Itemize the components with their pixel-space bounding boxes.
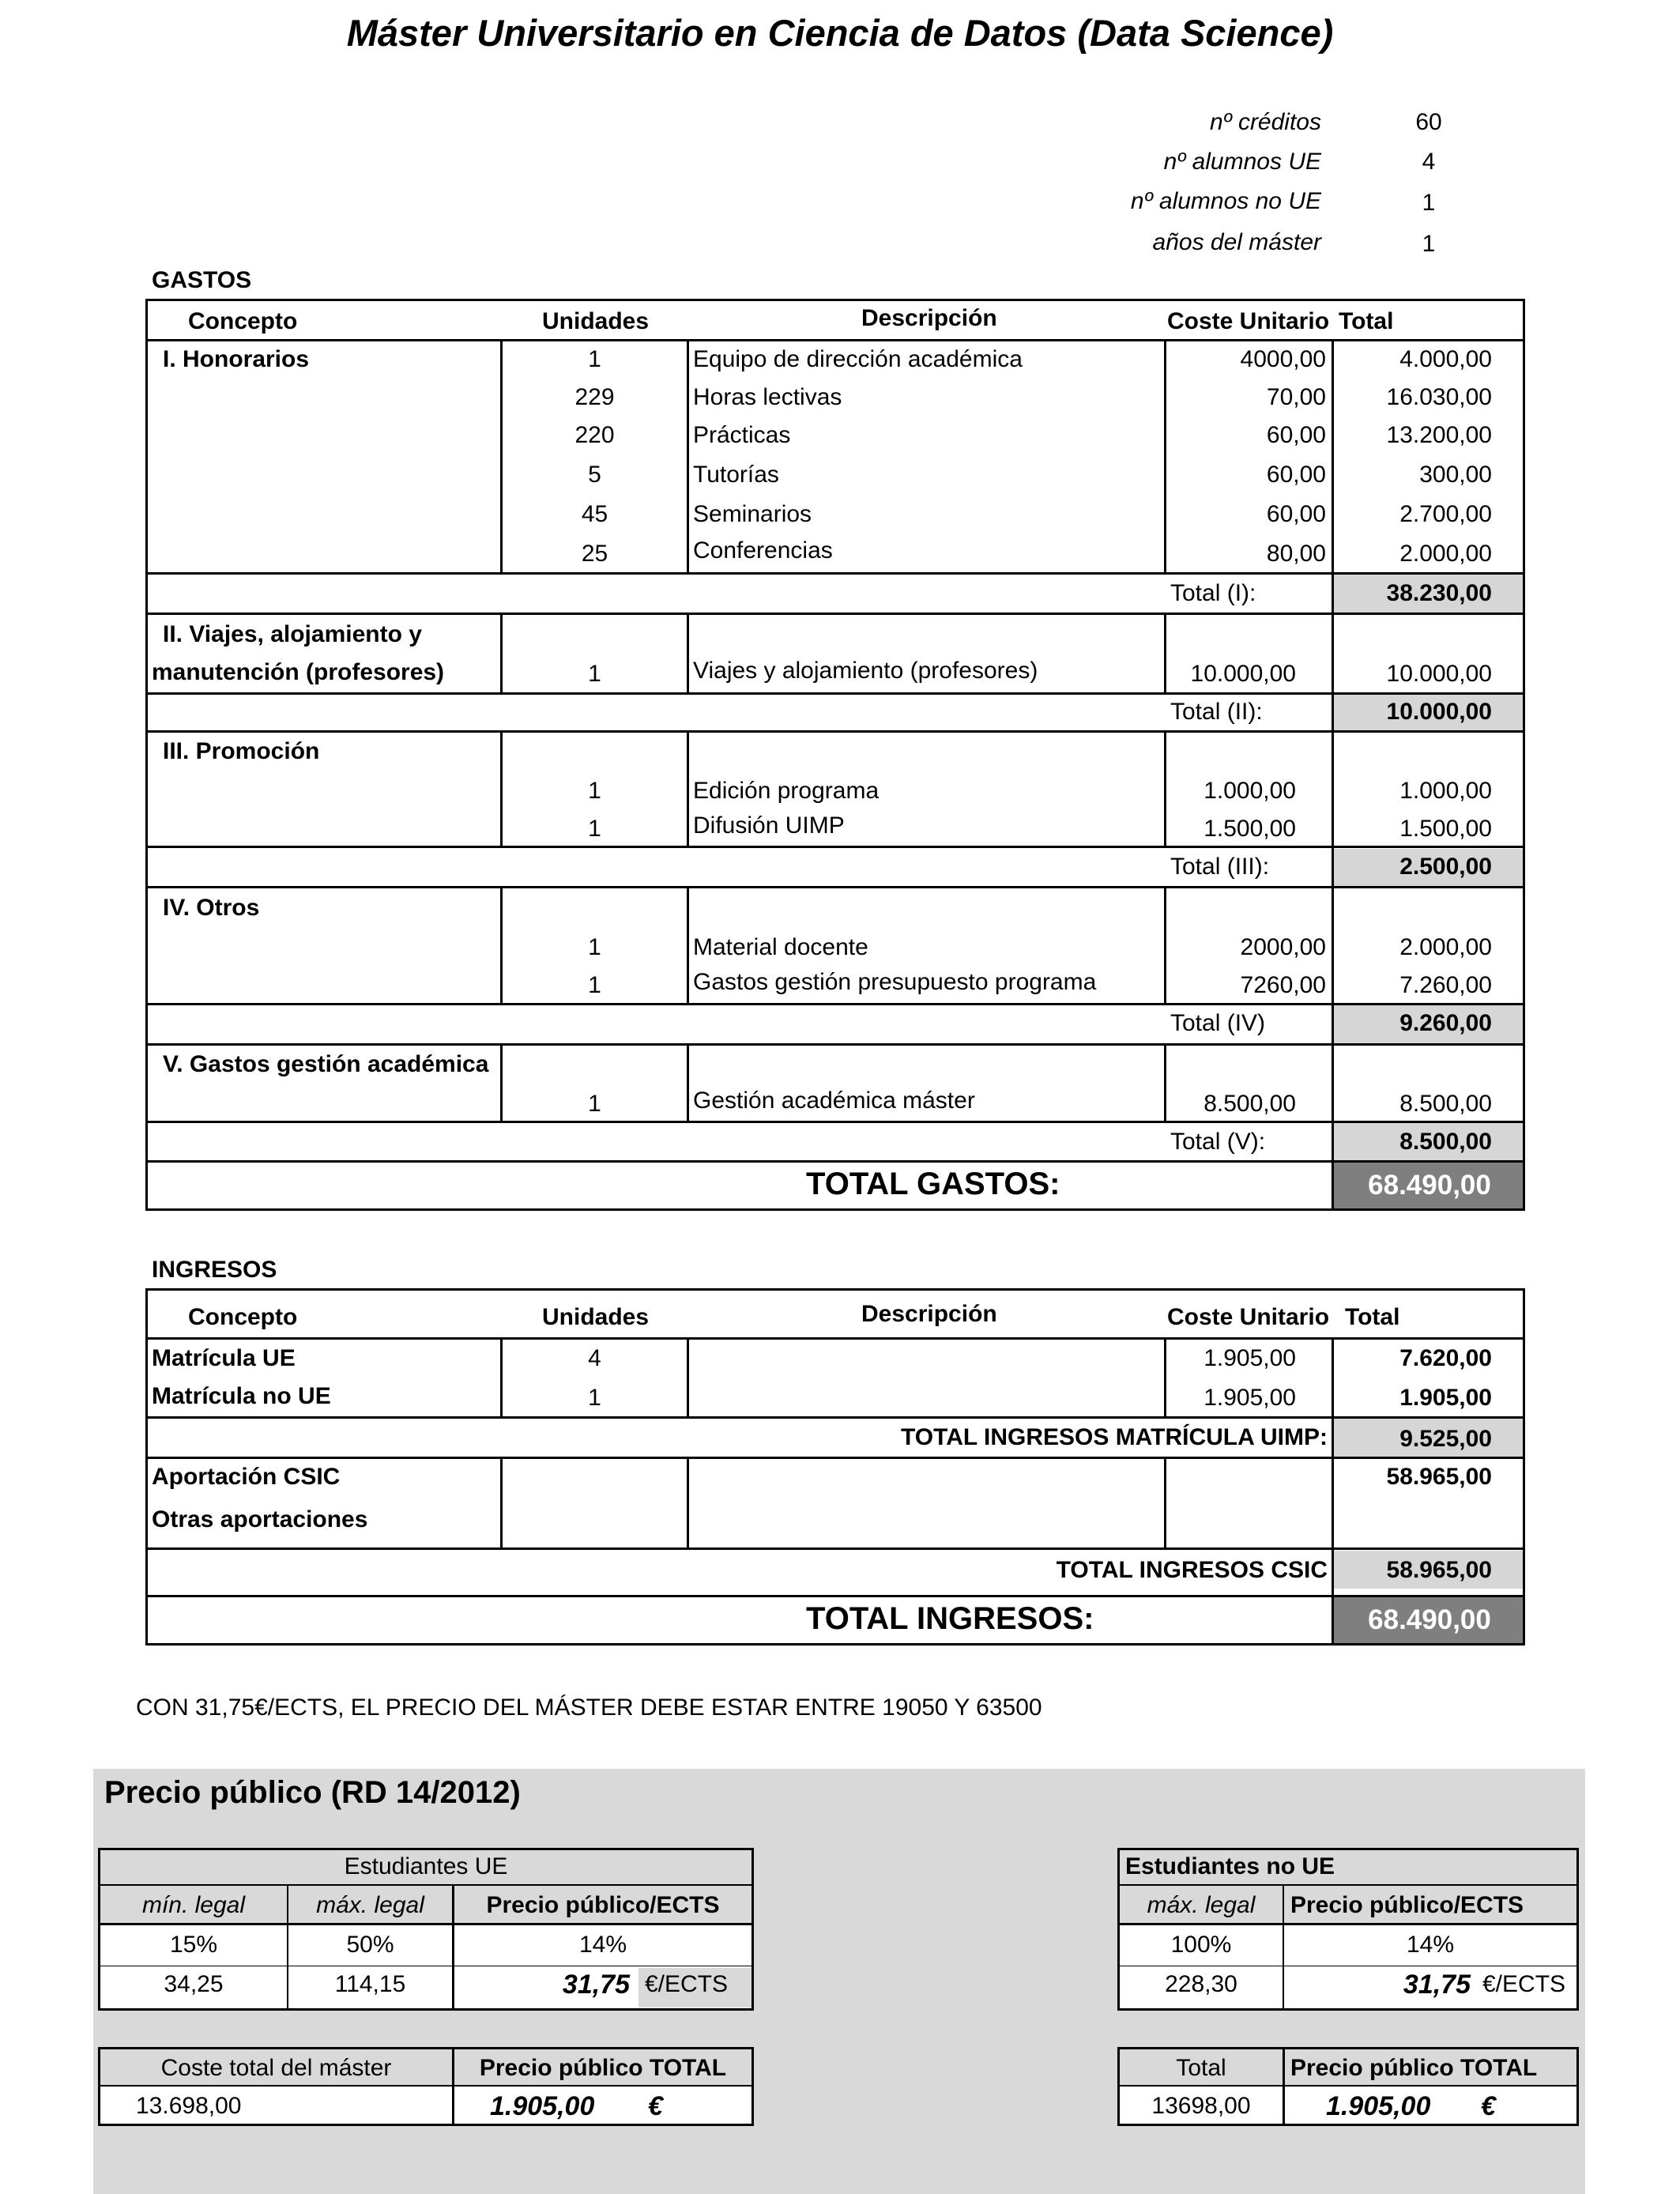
- rule: [145, 339, 1525, 341]
- no-ue-unit: €/ECTS: [1482, 1971, 1566, 1997]
- rule: [1164, 339, 1166, 572]
- table-cell: 16.030,00: [1386, 384, 1492, 410]
- total-ingresos-value: 68.490,00: [1368, 1604, 1491, 1635]
- rule: [145, 1121, 1525, 1123]
- table-cell: Seminarios: [693, 501, 812, 527]
- table-cell: 4000,00: [1240, 346, 1326, 372]
- table-cell: 1.000,00: [1203, 778, 1296, 804]
- rule: [145, 1547, 1525, 1550]
- no-ue-total-val: 1.905,00: [1326, 2091, 1431, 2121]
- rule: [1120, 1884, 1576, 1886]
- ue-min-val: 34,25: [164, 1971, 224, 1997]
- param-label-creditos: nº créditos: [1209, 109, 1321, 135]
- ue-total-val: 1.905,00: [490, 2091, 595, 2121]
- total-matricula-value: 9.525,00: [1399, 1426, 1492, 1452]
- table-cell: 1.500,00: [1399, 816, 1492, 842]
- table-cell: 25: [581, 541, 608, 567]
- subtotal-i: 38.230,00: [1386, 580, 1492, 606]
- concepto-viajes-line1: II. Viajes, alojamiento y: [163, 621, 422, 647]
- subtotal-iii: 2.500,00: [1399, 854, 1492, 880]
- rule: [145, 730, 1525, 733]
- rule: [1164, 1457, 1166, 1547]
- rule: [145, 1337, 1525, 1340]
- table-cell: 60,00: [1266, 422, 1326, 448]
- rule: [145, 692, 1525, 695]
- table-cell: 4: [588, 1345, 601, 1371]
- rule: [145, 299, 148, 1211]
- rule: [687, 613, 689, 692]
- rule: [145, 1160, 1525, 1163]
- total-gastos-label: TOTAL GASTOS:: [806, 1167, 1060, 1201]
- param-label-alumnos-ue: nº alumnos UE: [1163, 149, 1321, 175]
- table-cell: 1: [588, 972, 601, 998]
- aportacion-csic-label: Aportación CSIC: [152, 1464, 341, 1490]
- rule: [145, 1595, 1525, 1597]
- ue-pp-label: Precio público/ECTS: [486, 1892, 720, 1918]
- param-value-alumnos-no-ue: 1: [1422, 190, 1436, 216]
- param-label-alumnos-no-ue: nº alumnos no UE: [1130, 188, 1321, 214]
- rule: [1283, 2049, 1285, 2124]
- table-cell: 60,00: [1266, 501, 1326, 527]
- subtotal-label-iv: Total (IV): [1170, 1010, 1266, 1036]
- concepto-promocion: III. Promoción: [163, 738, 320, 764]
- table-cell: Matrícula no UE: [152, 1383, 331, 1409]
- table-cell: 13.200,00: [1386, 422, 1492, 448]
- table-cell: Equipo de dirección académica: [693, 346, 1023, 372]
- no-ue-coste-label: Total: [1176, 2055, 1226, 2081]
- table-cell: 10.000,00: [1386, 661, 1492, 687]
- subtotal-label-v: Total (V):: [1170, 1129, 1266, 1155]
- table-cell: 60,00: [1266, 462, 1326, 488]
- table-cell: 1: [588, 934, 601, 960]
- gastos-section-title: GASTOS: [152, 267, 252, 293]
- rule: [687, 1337, 689, 1416]
- table-cell: Edición programa: [693, 778, 880, 804]
- table-cell: 8.500,00: [1203, 1091, 1296, 1117]
- subtotal-label-ii: Total (II):: [1170, 699, 1263, 725]
- table-cell: 229: [574, 384, 615, 410]
- table-cell: Horas lectivas: [693, 384, 842, 410]
- table-cell: 45: [581, 501, 608, 527]
- no-ue-pp-pct: 14%: [1406, 1932, 1455, 1958]
- rule: [1523, 299, 1525, 1211]
- precio-title: Precio público (RD 14/2012): [104, 1775, 521, 1810]
- table-cell: 1: [588, 661, 601, 687]
- ue-max-pct: 50%: [346, 1932, 394, 1958]
- gastos-header-coste: Coste Unitario: [1167, 308, 1330, 334]
- table-cell: 2000,00: [1240, 934, 1326, 960]
- rule: [687, 339, 689, 572]
- ue-euro: €: [648, 2091, 663, 2121]
- table-cell: 7.260,00: [1399, 972, 1492, 998]
- ingresos-header-descripcion: Descripción: [861, 1301, 997, 1327]
- ingresos-header-coste: Coste Unitario: [1167, 1304, 1330, 1330]
- table-cell: 1.905,00: [1203, 1345, 1296, 1371]
- ue-max-val: 114,15: [334, 1971, 406, 1997]
- subtotal-label-i: Total (I):: [1170, 580, 1256, 606]
- ingresos-header-concepto: Concepto: [188, 1304, 298, 1330]
- ingresos-header-total: Total: [1345, 1304, 1400, 1330]
- rule: [145, 1208, 1525, 1211]
- no-ue-pp-val: 31,75: [1403, 1970, 1471, 2000]
- ue-total-label: Precio público TOTAL: [479, 2055, 727, 2081]
- total-ingresos-label: TOTAL INGRESOS:: [806, 1601, 1094, 1636]
- table-cell: 1: [588, 346, 601, 372]
- rule: [145, 1416, 1525, 1419]
- gastos-header-unidades: Unidades: [542, 308, 650, 334]
- no-ue-max-pct: 100%: [1170, 1932, 1232, 1958]
- ue-max-label: máx. legal: [316, 1892, 424, 1918]
- table-cell: Tutorías: [693, 462, 779, 488]
- rule: [100, 1923, 751, 1925]
- param-value-anos: 1: [1422, 231, 1436, 257]
- no-ue-header: Estudiantes no UE: [1125, 1853, 1335, 1879]
- table-cell: Material docente: [693, 934, 868, 960]
- rule: [687, 1043, 689, 1121]
- rule: [1332, 339, 1334, 572]
- total-gastos-value: 68.490,00: [1368, 1170, 1491, 1201]
- rule: [145, 572, 1525, 575]
- table-cell: 70,00: [1266, 384, 1326, 410]
- page-title: Máster Universitario en Ciencia de Datos (Data Science): [346, 12, 1334, 54]
- aportacion-csic-value: 58.965,00: [1386, 1464, 1492, 1490]
- ue-coste-label: Coste total del máster: [160, 2055, 392, 2081]
- table-cell: 5: [588, 462, 601, 488]
- table-cell: 1.905,00: [1203, 1385, 1296, 1411]
- table-cell: Prácticas: [693, 422, 791, 448]
- concepto-otros: IV. Otros: [163, 895, 260, 921]
- rule: [687, 1457, 689, 1547]
- param-value-creditos: 60: [1415, 109, 1442, 135]
- rule: [145, 1457, 1525, 1459]
- table-cell: 8.500,00: [1399, 1091, 1492, 1117]
- subtotal-label-iii: Total (III):: [1170, 854, 1270, 880]
- concepto-honorarios: I. Honorarios: [163, 346, 310, 372]
- table-cell: 220: [574, 422, 615, 448]
- ue-min-pct: 15%: [169, 1932, 218, 1958]
- subtotal-ii: 10.000,00: [1386, 699, 1492, 725]
- rule: [100, 2085, 751, 2087]
- total-matricula-label: TOTAL INGRESOS MATRÍCULA UIMP:: [901, 1424, 1328, 1450]
- ue-unit: €/ECTS: [645, 1971, 729, 1997]
- table-cell: Difusión UIMP: [693, 812, 845, 839]
- ue-min-label: mín. legal: [141, 1892, 246, 1918]
- rule: [145, 1288, 1525, 1291]
- otras-aportaciones-label: Otras aportaciones: [152, 1506, 368, 1532]
- table-cell: Gestión académica máster: [693, 1088, 975, 1114]
- rule: [1523, 1288, 1525, 1646]
- no-ue-euro: €: [1481, 2091, 1496, 2121]
- no-ue-max-val: 228,30: [1165, 1971, 1237, 1997]
- table-cell: Gastos gestión presupuesto programa: [693, 969, 1097, 995]
- param-label-anos: años del máster: [1152, 229, 1321, 255]
- rule: [145, 846, 1525, 848]
- no-ue-total-label: Precio público TOTAL: [1290, 2055, 1538, 2081]
- ue-header: Estudiantes UE: [344, 1853, 508, 1879]
- rule: [145, 886, 1525, 888]
- table-cell: 1: [588, 1091, 601, 1117]
- table-cell: 300,00: [1419, 462, 1492, 488]
- rule: [145, 1288, 148, 1646]
- subtotal-iv: 9.260,00: [1399, 1010, 1492, 1036]
- table-cell: 1: [588, 1385, 601, 1411]
- no-ue-max-label: máx. legal: [1147, 1892, 1256, 1918]
- rule: [145, 1643, 1525, 1646]
- concepto-viajes-line2: manutención (profesores): [152, 659, 445, 685]
- ingresos-section-title: INGRESOS: [152, 1257, 277, 1283]
- table-cell: Viajes y alojamiento (profesores): [693, 658, 1038, 684]
- concepto-gestion: V. Gastos gestión académica: [163, 1051, 489, 1077]
- rule: [1120, 2085, 1576, 2087]
- param-value-alumnos-ue: 4: [1422, 149, 1436, 175]
- table-cell: 1: [588, 778, 601, 804]
- rule: [500, 339, 503, 572]
- ue-pp-val: 31,75: [562, 1970, 630, 2000]
- gastos-header-total: Total: [1339, 308, 1394, 334]
- table-cell: 1.500,00: [1203, 816, 1296, 842]
- rule: [100, 1884, 751, 1886]
- table-cell: 2.700,00: [1399, 501, 1492, 527]
- table-cell: 1.905,00: [1399, 1385, 1492, 1411]
- rule: [145, 1003, 1525, 1005]
- gastos-header-concepto: Concepto: [188, 308, 298, 334]
- rule: [145, 1043, 1525, 1046]
- no-ue-pp-label: Precio público/ECTS: [1290, 1892, 1524, 1918]
- rule: [145, 299, 1525, 301]
- ingresos-header-unidades: Unidades: [542, 1304, 650, 1330]
- table-cell: 2.000,00: [1399, 934, 1492, 960]
- table-cell: 1: [588, 816, 601, 842]
- no-ue-coste-val: 13698,00: [1151, 2093, 1251, 2119]
- table-cell: Conferencias: [693, 537, 833, 564]
- table-cell: Matrícula UE: [152, 1345, 296, 1371]
- total-csic-label: TOTAL INGRESOS CSIC: [1056, 1557, 1328, 1583]
- table-cell: 2.000,00: [1399, 541, 1492, 567]
- table-cell: 1.000,00: [1399, 778, 1492, 804]
- price-note: CON 31,75€/ECTS, EL PRECIO DEL MÁSTER DEBE ESTAR ENTRE 19050 Y 63500: [136, 1695, 1042, 1721]
- table-cell: 7.620,00: [1399, 1345, 1492, 1371]
- rule: [145, 613, 1525, 615]
- ue-coste-val: 13.698,00: [136, 2093, 242, 2119]
- rule: [687, 730, 689, 846]
- subtotal-v: 8.500,00: [1399, 1129, 1492, 1155]
- gastos-header-descripcion: Descripción: [861, 305, 997, 331]
- table-cell: 7260,00: [1240, 972, 1326, 998]
- rule: [687, 886, 689, 1003]
- ue-pp-pct: 14%: [578, 1932, 627, 1958]
- rule: [500, 1457, 503, 1547]
- rule: [1120, 1923, 1576, 1925]
- table-cell: 10.000,00: [1190, 661, 1296, 687]
- table-cell: 80,00: [1266, 541, 1326, 567]
- total-csic-value: 58.965,00: [1386, 1557, 1492, 1583]
- table-cell: 4.000,00: [1399, 346, 1492, 372]
